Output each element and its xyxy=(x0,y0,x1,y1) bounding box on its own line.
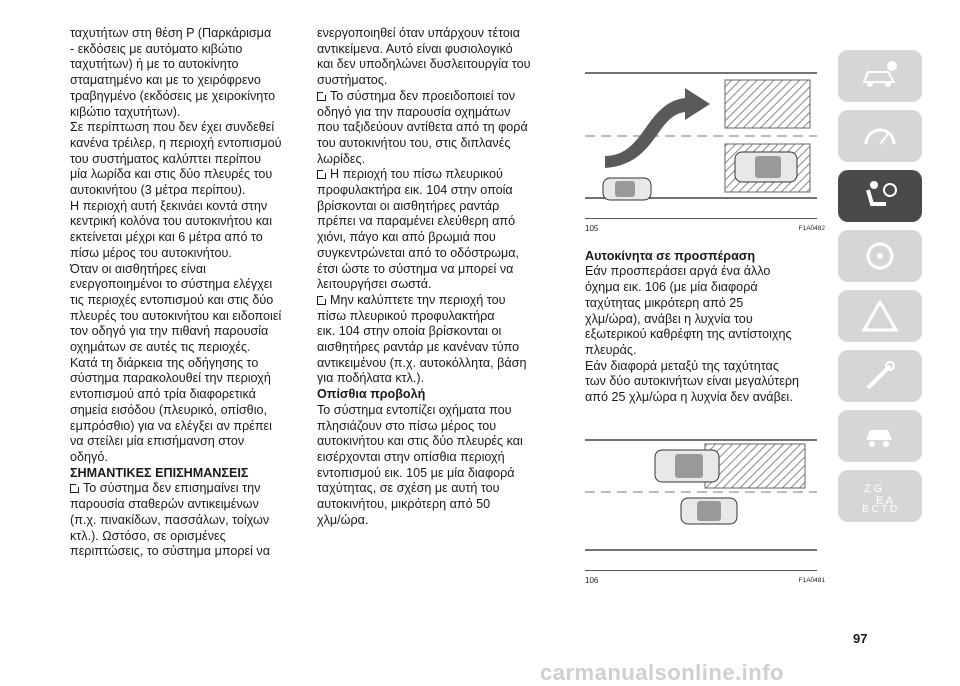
tab-dashboard[interactable] xyxy=(838,110,922,162)
figure-caption xyxy=(585,221,825,237)
figure-105 xyxy=(585,48,817,219)
figure-106 xyxy=(585,430,817,571)
tab-warnings[interactable] xyxy=(838,290,922,342)
watermark: carmanualsonline.info xyxy=(540,660,784,685)
text-column-2 xyxy=(317,26,567,529)
overtaking-diagram xyxy=(585,48,817,218)
paragraph: Όταν οι αισθητήρες είναι ενεργοποιημένοι το σύστημα ελέγχει τις περιοχές εντοπισμού και στις δύο πλευρές του αυτοκινήτου και ειδοποιεί τον οδηγό για την πιθανή παρουσία οχημάτων σε αυτές τις περιοχές. xyxy=(70,261,282,355)
maintenance-tools-icon xyxy=(860,358,900,394)
tab-safety[interactable] xyxy=(838,170,922,222)
text-column-3 xyxy=(585,48,825,588)
paragraph: Η περιοχή αυτή ξεκινάει κοντά στην κεντρική κολόνα του αυτοκινήτου και εκτείνεται μέχρι και 6 μέτρα από το πίσω μέρος του αυτοκινήτου. xyxy=(70,198,272,260)
paragraph: Εάν διαφορά μεταξύ της ταχύτητας των δύο αυτοκινήτων είναι μεγαλύτερη από 25 χλμ/ώρα η λυχνία δεν ανάβει. xyxy=(585,358,799,405)
tab-car-info[interactable] xyxy=(838,50,922,102)
tab-index[interactable] xyxy=(838,470,922,522)
paragraph: Σε περίπτωση που δεν έχει συνδεθεί κανένα τρέιλερ, η περιοχή εντοπισμού του συστήματος καλύπτει περίπου μία λωρίδα και στις δύο πλευρές του αυτοκινήτου (3 μέτρα περίπου). xyxy=(70,120,282,198)
svg-text:Z G: Z G xyxy=(864,483,883,495)
chapter-tabs xyxy=(838,50,938,530)
figure-number: 105 xyxy=(585,224,599,233)
paragraph: ταχυτήτων στη θέση P (Παρκάρισμα - εκδόσεις με αυτόματο κιβώτιο ταχυτήτων) ή με το αυτοκίνητο σταματημένο και με το χειρόφρενο τραβηγμένο (εκδόσεις με χειροκίνητο κιβώτιο ταχυτήτων). xyxy=(70,26,276,119)
tab-maintenance[interactable] xyxy=(838,350,922,402)
paragraph: Εάν προσπεράσει αργά ένα άλλο όχημα εικ. 106 (με μία διαφορά ταχύτητας μικρότερη από 25 χλμ/ώρα), ανάβει η λυχνία του εξωτερικού καθρέφτη της αντίστοιχης πλευράς. xyxy=(585,264,792,357)
note-item: Το σύστημα δεν προειδοποιεί τον οδηγό για την παρουσία οχημάτων που ταξιδεύουν αντίθετα από τη φορά του αυτοκινήτου του, στις διπλανές λωρίδες. xyxy=(317,88,528,166)
figure-number: 106 xyxy=(585,575,599,585)
note-bullet-icon xyxy=(317,296,326,305)
alphabetical-index-icon xyxy=(860,478,900,514)
figure-caption xyxy=(585,573,825,589)
svg-text:B C T D: B C T D xyxy=(862,504,898,514)
paragraph: Το σύστημα εντοπίζει οχήματα που πλησιάζουν στο πίσω μέρος του αυτοκινήτου και στις δύο πλευρές και εισέρχονται στην οπίσθια περιοχή εντοπισμού εικ. 105 με μία διαφορά ταχύτητας, σε σχέση με αυτή του αυτοκινήτου, μικρότερη από 50 χλμ/ώρα. xyxy=(317,402,523,527)
figure-code: F1A0482 xyxy=(798,225,825,232)
page-number: 97 xyxy=(853,631,868,646)
car-icon xyxy=(681,498,737,524)
tab-car-service[interactable] xyxy=(838,410,922,462)
note-bullet-icon xyxy=(317,92,326,101)
car-icon xyxy=(603,178,651,200)
paragraph: Κατά τη διάρκεια της οδήγησης το σύστημα παρακολουθεί την περιοχή εντοπισμού από τρία διαφορετικά σημεία εισόδου (πλευρικό, οπίσθιο, εμπρόσθιο) για να ελέγξει αν πρέπει να στείλει μία επισήμανση στον οδηγό. xyxy=(70,355,272,464)
figure-code: F1A0481 xyxy=(798,576,825,584)
note-bullet-icon xyxy=(317,170,326,179)
tab-starting-driving[interactable] xyxy=(838,230,922,282)
section-heading: Οπίσθια προβολή xyxy=(317,387,426,402)
note-bullet-icon xyxy=(70,484,79,493)
slow-overtaking-diagram xyxy=(585,430,817,570)
dashboard-icon xyxy=(860,118,900,154)
note-item: Το σύστημα δεν επισημαίνει την παρουσία σταθερών αντικειμένων (π.χ. πινακίδων, πασσάλων, τοίχων κτλ.). Ωστόσο, σε ορισμένες περιπτώσεις, το σύστημα μπορεί να xyxy=(70,481,271,559)
starting-driving-icon xyxy=(860,238,900,274)
seat-airbag-icon xyxy=(860,178,900,214)
section-heading: Αυτοκίνητα σε προσπέραση xyxy=(585,248,756,263)
note-item: Μην καλύπτετε την περιοχή του πίσω πλευρικού προφυλακτήρα εικ. 104 στην οποία βρίσκονται οι αισθητήρες ραντάρ με κανέναν τύπο αντικειμένου (π.χ. αυτοκόλλητα, βάση για ποδήλατα κτλ.). xyxy=(317,292,527,386)
paragraph: ενεργοποιηθεί όταν υπάρχουν τέτοια αντικείμενα. Αυτό είναι φυσιολογικό και δεν υποδηλώνει δυσλειτουργία του συστήματος. xyxy=(317,26,531,88)
car-icon xyxy=(735,152,797,182)
car-service-icon xyxy=(860,418,900,454)
note-item: Η περιοχή του πίσω πλευρικού προφυλακτήρα εικ. 104 στην οποία βρίσκονται οι αισθητήρες ραντάρ πρέπει να παραμένει ελεύθερη από χιόνι, πάγο και από βρωμιά που συγκεντρώνεται από το οδόστρωμα, έτσι ώστε το σύστημα να μπορεί να λειτουργήσει σωστά. xyxy=(317,167,519,292)
warning-triangle-icon xyxy=(860,298,900,334)
car-info-icon xyxy=(860,58,900,94)
svg-text:E A: E A xyxy=(876,495,894,507)
car-icon xyxy=(655,450,719,482)
section-heading: ΣΗΜΑΝΤΙΚΕΣ ΕΠΙΣΗΜΑΝΣΕΙΣ xyxy=(70,465,249,480)
text-column-1 xyxy=(70,26,310,560)
